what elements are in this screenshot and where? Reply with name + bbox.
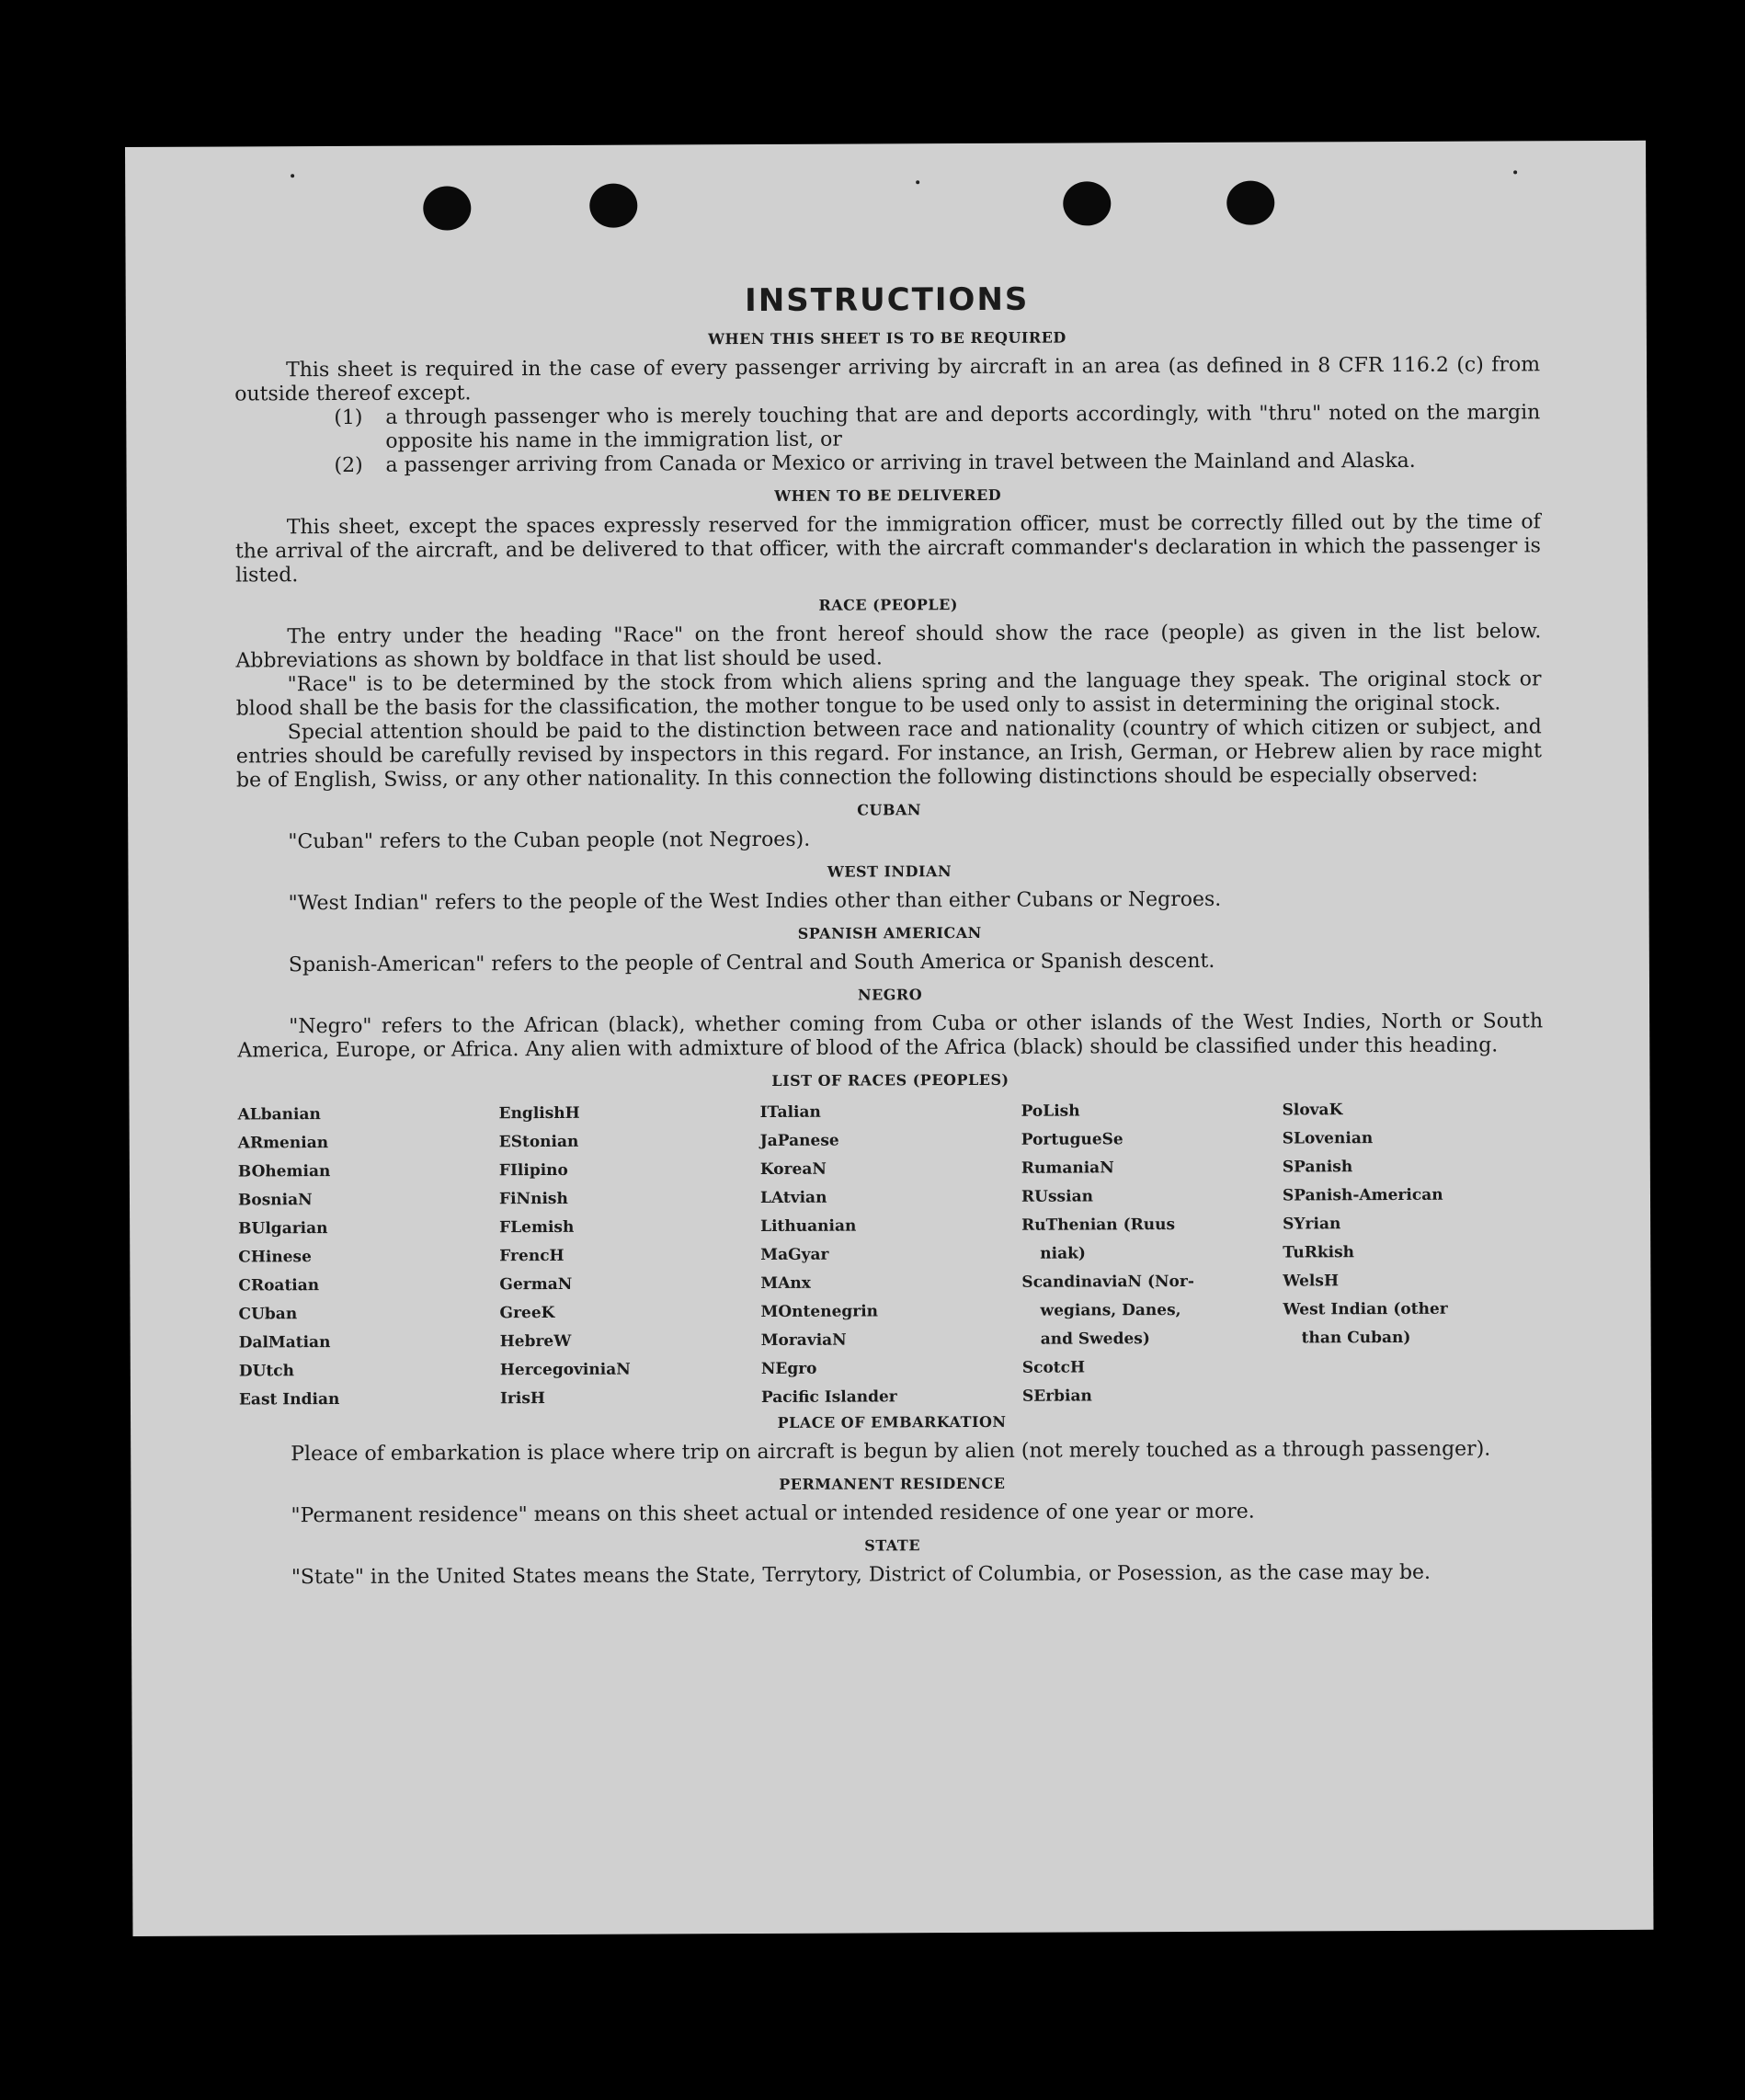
state-text: "State" in the United States means the State, Terrytory, District of Columbia, or Posession, as the case may be.: [291, 1560, 1431, 1590]
embarkation-text: Pleace of embarkation is place where trip on aircraft is begun by alien (not merely touched as a through passenger).: [291, 1437, 1491, 1467]
race-entry: RumaniaN: [1021, 1158, 1114, 1178]
race-entry: DalMatian: [238, 1333, 331, 1352]
races-column: [1283, 1095, 1545, 1410]
race-entry: LAtvian: [759, 1188, 827, 1207]
race-entry: EStonian: [498, 1132, 579, 1152]
race-entry: RUssian: [1021, 1187, 1093, 1206]
race-entry: wegians, Danes,: [1040, 1301, 1181, 1320]
race-entry: BOhemian: [237, 1162, 331, 1181]
race-entry: GreeK: [499, 1303, 555, 1323]
delivered-text: This sheet, except the spaces expressly reserved for the immigration officer, must be correctly filled out by the time of the arrival of the aircraft, and be delivered to that officer, with the aircraft commander's declaration in which the passenger is listed.: [234, 510, 1541, 588]
race-entry: FrencH: [499, 1246, 565, 1266]
page-title: INSTRUCTIONS: [745, 280, 1030, 320]
race-entry: FLemish: [499, 1217, 575, 1238]
race-entry: TuRkish: [1283, 1243, 1355, 1262]
residence-text: "Permanent residence" means on this sheet actual or intended residence of one year or more.: [291, 1500, 1255, 1528]
speck: [291, 174, 294, 177]
race-entry: SlovaK: [1282, 1101, 1343, 1120]
negro-text: "Negro" refers to the African (black), whether coming from Cuba or other islands of the West Indies, North or South America, Europe, or Africa. Any alien with admixture of blood of the Africa (black) should be classified under this heading.: [237, 1010, 1544, 1063]
section-heading-delivered: WHEN TO BE DELIVERED: [774, 485, 1002, 505]
race-entry: niak): [1040, 1244, 1086, 1263]
section-heading-race: RACE (PEOPLE): [818, 596, 958, 614]
race-entry: KoreaN: [759, 1159, 827, 1179]
section-heading-embarkation: PLACE OF EMBARKATION: [777, 1412, 1007, 1432]
document-page: [125, 141, 1653, 1936]
speck: [1513, 170, 1517, 174]
race-entry: ALbanian: [237, 1105, 321, 1124]
race-entry: East Indian: [238, 1389, 340, 1410]
item-text: a through passenger who is merely touching that are and deports accordingly, with "thru" noted on the margin opposite his name in the immigration list, or: [385, 401, 1541, 453]
race-entry: PortugueSe: [1021, 1130, 1123, 1149]
section-heading-list-of-races: LIST OF RACES (PEOPLES): [771, 1070, 1009, 1090]
race-entry: PoLish: [1021, 1101, 1080, 1121]
section-heading-west-indian: WEST INDIAN: [827, 862, 952, 881]
cuban-text: "Cuban" refers to the Cuban people (not Negroes).: [288, 827, 811, 854]
exception-item-1: [234, 401, 1540, 454]
race-entry: HercegoviniaN: [499, 1360, 631, 1380]
race-entry: JaPanese: [759, 1131, 839, 1150]
instructions-content: [234, 279, 1545, 1590]
race-entry: HebreW: [499, 1331, 572, 1352]
races-column: [238, 1100, 500, 1414]
spanish-american-text: Spanish-American" refers to the people of Central and South America or Spanish descent.: [288, 949, 1215, 977]
race-entry: SPanish-American: [1282, 1185, 1443, 1205]
race-entry: ScotcH: [1021, 1358, 1086, 1377]
punch-hole: [1063, 181, 1111, 225]
section-heading-spanish-american: SPANISH AMERICAN: [797, 923, 982, 942]
section-heading-required: WHEN THIS SHEET IS TO BE REQUIRED: [708, 328, 1066, 348]
race-paragraph-2: "Race" is to be determined by the stock from which aliens spring and the language they speak. The original stock or blood shall be the basis for the classification, the mother tongue to be used only to assist in determining the original stock.: [235, 668, 1542, 721]
item-number: (1): [334, 405, 363, 430]
race-paragraph-1: The entry under the heading "Race" on the front hereof should show the race (people) as given in the list below. Abbreviations as shown by boldface in that list should be used.: [235, 620, 1542, 673]
race-entry: SLovenian: [1282, 1129, 1374, 1148]
required-intro: This sheet is required in the case of every passenger arriving by aircraft in an area (as defined in 8 CFR 116.2 (c) from outside thereof except.: [234, 353, 1541, 406]
race-entry: BosniaN: [237, 1191, 313, 1210]
west-indian-text: "West Indian" refers to the people of the West Indies other than either Cubans or Negroes.: [288, 887, 1222, 916]
race-entry: EnglishH: [498, 1103, 580, 1124]
section-heading-residence: PERMANENT RESIDENCE: [779, 1474, 1006, 1493]
section-heading-state: STATE: [864, 1536, 921, 1555]
race-entry: FIlipino: [498, 1160, 568, 1181]
race-entry: and Swedes): [1040, 1330, 1150, 1349]
race-entry: Lithuanian: [760, 1216, 857, 1236]
punch-hole: [423, 186, 471, 230]
race-entry: MaGyar: [760, 1245, 829, 1264]
section-heading-cuban: CUBAN: [857, 801, 922, 819]
exception-item-2: [234, 449, 1540, 478]
race-entry: CUban: [238, 1305, 298, 1324]
race-entry: MOntenegrin: [760, 1302, 879, 1321]
race-entry: RuThenian (Ruus: [1021, 1215, 1176, 1235]
race-entry: ARmenian: [237, 1134, 329, 1153]
race-entry: Pacific Islander: [760, 1387, 897, 1407]
race-entry: SErbian: [1021, 1387, 1092, 1406]
race-entry: CRoatian: [238, 1276, 320, 1295]
races-column: [499, 1099, 761, 1413]
race-entry: BUlgarian: [238, 1219, 328, 1238]
race-entry: GermaN: [499, 1274, 573, 1295]
races-list: [238, 1095, 1545, 1414]
races-column: [1021, 1097, 1283, 1411]
punch-hole: [1226, 181, 1274, 225]
race-entry: MoraviaN: [760, 1330, 847, 1350]
races-column: [760, 1098, 1022, 1412]
race-entry: SPanish: [1282, 1158, 1353, 1177]
race-entry: WelsH: [1283, 1272, 1340, 1291]
item-text: a passenger arriving from Canada or Mexico or arriving in travel between the Mainland and Alaska.: [385, 449, 1416, 477]
race-entry: NEgro: [760, 1359, 817, 1378]
race-entry: than Cuban): [1301, 1328, 1411, 1348]
race-entry: IrisH: [499, 1389, 545, 1409]
race-paragraph-3: Special attention should be paid to the distinction between race and nationality (country of which citizen or subject, and entries should be carefully revised by inspectors in this regard. For instance, an Irish, German, or Hebrew alien by race might be of English, Swiss, or any other nationality. In this connection the following distinctions should be especially observed:: [235, 715, 1542, 793]
race-entry: SYrian: [1283, 1215, 1341, 1234]
race-entry: ScandinaviaN (Nor-: [1021, 1272, 1194, 1292]
race-entry: ITalian: [759, 1102, 821, 1122]
speck: [916, 180, 919, 184]
race-entry: DUtch: [238, 1362, 294, 1381]
race-entry: West Indian (other: [1283, 1299, 1448, 1319]
section-heading-negro: NEGRO: [857, 986, 923, 1004]
punch-hole: [589, 184, 637, 228]
race-entry: CHinese: [238, 1248, 312, 1267]
item-number: (2): [334, 453, 363, 478]
race-entry: FiNnish: [498, 1189, 568, 1209]
race-entry: MAnx: [760, 1273, 811, 1293]
